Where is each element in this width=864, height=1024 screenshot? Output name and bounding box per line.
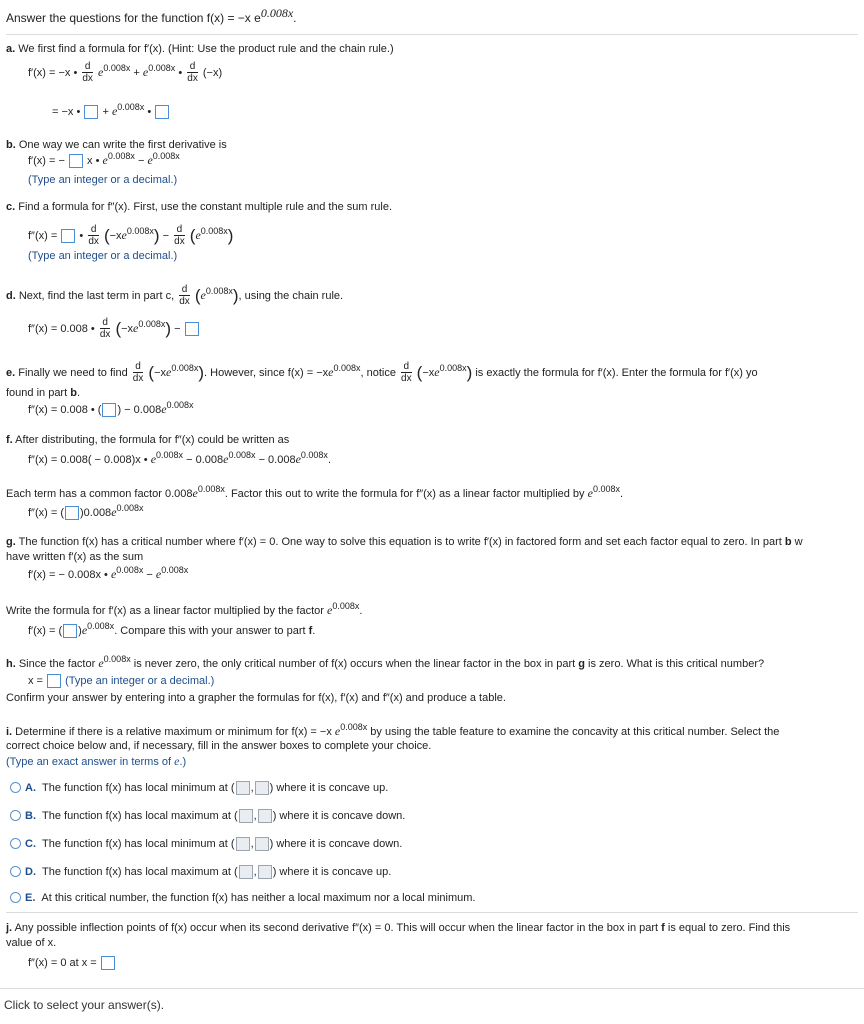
part-i-hint: (Type an exact answer in terms of e.) [6,754,187,768]
part-b-prompt: b. One way we can write the first derivative is [6,139,227,151]
d-dx-operator: $\frac{d}{dx}$ [187,61,198,84]
answer-box-e[interactable] [102,403,116,417]
answer-box-f[interactable] [65,506,79,520]
part-f-factored: f″(x) = ( )$0.008e^{0.008x}$ [28,503,144,519]
answer-box-b[interactable] [69,154,83,168]
answer-box-ib-y[interactable] [258,809,272,823]
part-g-sum: f′(x) = − 0.008x • $e^{0.008x} - e^{0.008x}$ [28,565,189,581]
part-a-line2: = −x • + $e^{0.008x}$ • [52,104,170,119]
answer-box-c[interactable] [61,229,75,243]
part-c-prompt: c. Find a formula for f″(x). First, use the constant multiple rule and the sum rule. [6,201,393,213]
part-i-prompt-cont: correct choice below and, if necessary, fill in the answer boxes to complete your choice. [6,740,432,752]
d-dx-operator: $\frac{d}{dx}$ [401,361,412,384]
answer-box-a1[interactable] [84,105,98,119]
part-h-confirm: Confirm your answer by entering into a grapher the formulas for f(x), f′(x) and f″(x) and produce a table. [6,692,506,704]
answer-box-g[interactable] [63,624,77,638]
answer-box-id-y[interactable] [258,865,272,879]
d-dx-operator: $\frac{d}{dx}$ [99,317,111,340]
d-dx-operator: $\frac{d}{dx}$ [88,224,99,247]
d-dx-operator: $\frac{d}{dx}$ [174,224,185,247]
section-divider [6,912,858,913]
part-c-formula: f″(x) = • $\frac{d}{dx}$ $(-xe^{0.008x})$ − $\frac{d}{dx}$ $(e^{0.008x})$ [28,224,234,247]
d-dx-operator: $\frac{d}{dx}$ [179,284,190,307]
part-e-prompt: e. Finally we need to find $\frac{d}{dx}$ $(-xe^{0.008x})$. However, since $f(x) = -xe^{0.008x}$, notice $\frac{d}{dx}$ $(-xe^{0.008x})$ is exactly the formula for f′(x). Enter the formula for f′(x) yo [6,361,758,384]
part-i-prompt: i. Determine if there is a relative maximum or minimum for f(x) = −x $e^{0.008x}$ by using the table feature to examine the concavity at this critical number. Select the [6,722,780,738]
answer-box-ib-x[interactable] [239,809,253,823]
part-g-prompt: g. The function f(x) has a critical number where f′(x) = 0. One way to solve this equation is to write f′(x) in factored form and set each factor equal to zero. In part b w [6,536,803,548]
part-b-hint: (Type an integer or a decimal.) [28,174,178,186]
footer-divider [0,988,864,989]
radio-e[interactable] [10,892,21,903]
radio-c[interactable] [10,838,21,849]
choice-c[interactable]: C. The function f(x) has local minimum at ( , ) where it is concave down. [10,837,402,851]
footer-instruction: Click to select your answer(s). [4,998,165,1012]
part-f-common-factor: Each term has a common factor $0.008e^{0.008x}$. Factor this out to write the formula for f″(x) as a linear factor multiplied by $e^{0.008x}$. [6,484,624,500]
answer-box-ia-x[interactable] [236,781,250,795]
d-dx-operator: $\frac{d}{dx}$ [132,361,144,384]
answer-box-id-x[interactable] [239,865,253,879]
answer-box-j[interactable] [101,956,115,970]
part-g-write: Write the formula for f′(x) as a linear factor multiplied by the factor $e^{0.008x}$. [6,601,363,617]
part-a-prompt: a. We first find a formula for f′(x). (Hint: Use the product rule and the chain rule.) [6,43,394,55]
header-divider [6,34,858,35]
part-a-line1: f′(x) = −x • $\frac{d}{dx}$ $e^{0.008x} + e^{0.008x}$ • $\frac{d}{dx}$ (−x) [28,61,223,84]
part-f-prompt: f. After distributing, the formula for f″(x) could be written as [6,434,290,446]
radio-d[interactable] [10,866,21,877]
part-h-answer: x = (Type an integer or a decimal.) [28,675,215,687]
part-j-prompt: j. Any possible inflection points of f(x) occur when its second derivative f″(x) = 0. This will occur when the linear factor in the box in part f is equal to zero. Find this [6,922,791,934]
part-g-factored: f′(x) = ( )$e^{0.008x}$. Compare this with your answer to part f. [28,621,316,637]
part-g-prompt-cont: have written f′(x) as the sum [6,551,144,563]
part-c-hint: (Type an integer or a decimal.) [28,250,178,262]
d-dx-operator: $\frac{d}{dx}$ [82,61,93,84]
part-h-prompt: h. Since the factor $e^{0.008x}$ is never zero, the only critical number of f(x) occurs when the linear factor in the box in part g is zero. What is this critical number? [6,654,765,670]
answer-box-ia-y[interactable] [255,781,269,795]
part-d-formula: f″(x) = 0.008 • $\frac{d}{dx}$ $(-xe^{0.008x})$ − [28,318,200,340]
answer-box-d[interactable] [185,322,199,336]
choice-e[interactable]: E. At this critical number, the function f(x) has neither a local maximum nor a local minimum. [10,891,475,905]
answer-box-ic-x[interactable] [236,837,250,851]
question-header: Answer the questions for the function f(x) = −x $e^{0.008x}$. [6,6,297,25]
part-e-formula: f″(x) = 0.008 • ( ) − $0.008e^{0.008x}$ [28,400,194,416]
choice-b[interactable]: B. The function f(x) has local maximum at ( , ) where it is concave down. [10,809,405,823]
part-j-prompt-cont: value of x. [6,937,57,949]
part-b-formula: f′(x) = − x • $e^{0.008x} - e^{0.008x}$ [28,151,180,167]
answer-box-h[interactable] [47,674,61,688]
answer-box-a2[interactable] [155,105,169,119]
radio-a[interactable] [10,782,21,793]
part-e-prompt-cont: found in part b. [6,387,81,399]
part-d-prompt: d. Next, find the last term in part c, $\frac{d}{dx}$ $(e^{0.008x})$, using the chain rule. [6,284,344,307]
answer-box-ic-y[interactable] [255,837,269,851]
choice-a[interactable]: A. The function f(x) has local minimum at ( , ) where it is concave up. [10,781,388,795]
choice-d[interactable]: D. The function f(x) has local maximum at ( , ) where it is concave up. [10,865,391,879]
part-f-expanded: f″(x) = 0.008( − 0.008)x • $e^{0.008x} - 0.008e^{0.008x} - 0.008e^{0.008x}$. [28,450,331,466]
radio-b[interactable] [10,810,21,821]
part-j-answer: f″(x) = 0 at x = [28,956,116,970]
